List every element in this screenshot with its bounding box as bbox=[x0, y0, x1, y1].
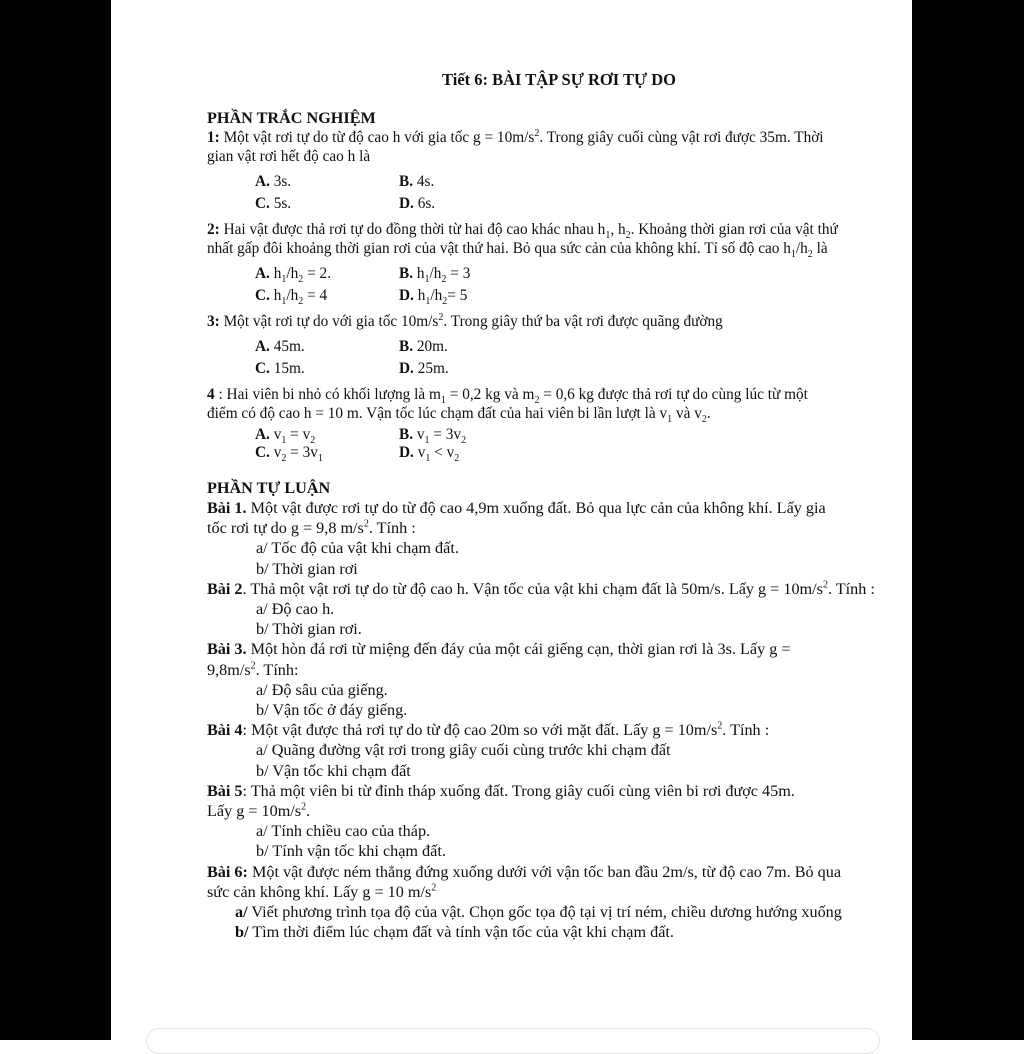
question-3 bbox=[207, 312, 907, 331]
section-essay: PHẦN TỰ LUẬN bbox=[207, 479, 331, 497]
option-c[interactable]: C. 15m. bbox=[255, 359, 305, 377]
option-b[interactable]: B. $h_1/h_2 = 3$ bbox=[399, 264, 471, 285]
exercise-2 bbox=[207, 579, 907, 599]
subscript: 1 bbox=[605, 230, 611, 242]
question-4-options bbox=[255, 425, 907, 464]
option-b[interactable]: B. $v_1 = 3v_2$ bbox=[399, 425, 467, 446]
exercise-3 bbox=[207, 639, 837, 679]
option-a[interactable]: A. 45m. bbox=[255, 337, 305, 355]
question-2 bbox=[207, 220, 847, 261]
left-dark-margin bbox=[0, 0, 111, 1040]
question-3-options bbox=[255, 335, 907, 379]
subscript: 2 bbox=[807, 249, 813, 261]
exercise-2-text-b: . Tính : bbox=[827, 579, 875, 598]
exercise-2-text: . Thả một vật rơi tự do từ độ cao h. Vận tốc của vật khi chạm đất là 50m/s. Lấy g = 10m/s bbox=[242, 579, 823, 598]
superscript: 2 bbox=[438, 311, 444, 323]
option-b[interactable]: B. 20m. bbox=[399, 337, 448, 355]
option-d[interactable]: D. 6s. bbox=[399, 194, 436, 212]
question-4-number: 4 bbox=[207, 386, 215, 403]
superscript: 2 bbox=[431, 882, 437, 894]
option-a[interactable]: A. 3s. bbox=[255, 172, 292, 190]
exercise-4-text-b: . Tính : bbox=[722, 721, 770, 740]
section-multiple-choice: PHẦN TRẮC NGHIỆM bbox=[207, 109, 376, 127]
exercise-3-text: Một hòn đá rơi từ miệng đến đáy của một cái giếng cạn, thời gian rơi là 3s. Lấy g = 9,8m/s bbox=[207, 640, 791, 679]
question-4 bbox=[207, 385, 827, 426]
exercise-6-part-a-text: Viết phương trình tọa độ của vật. Chọn gốc tọa độ tại vị trí ném, chiều dương hướng xuống bbox=[247, 903, 842, 922]
exercise-6-part-b-text: Tìm thời điểm lúc chạm đất và tính vận tốc của vật khi chạm đất. bbox=[248, 923, 674, 942]
question-2-text-e: là bbox=[812, 240, 828, 257]
option-d[interactable]: D. 25m. bbox=[399, 359, 449, 377]
superscript: 2 bbox=[822, 579, 828, 591]
question-2-text-c: . Khoảng thời gian rơi của vật thứ nhất gấp đôi khoảng thời gian rơi của vật thứ hai. Bỏ qua sức cản của không khí. Tỉ số độ cao h bbox=[207, 221, 838, 257]
exercise-3-heading: Bài 3. bbox=[207, 640, 247, 659]
exercise-6-text: Một vật được ném thẳng đứng xuống dưới với vận tốc ban đầu 2m/s, từ độ cao 7m. Bỏ qua sức cản không khí. Lấy g = 10 m/s bbox=[207, 862, 842, 901]
question-1-text: Một vật rơi tự do từ độ cao h với gia tốc g = 10m/s bbox=[219, 129, 535, 146]
exercise-3-part-a: a/ Độ sâu của giếng. bbox=[256, 680, 388, 699]
bottom-input-bar[interactable] bbox=[146, 1028, 880, 1054]
subscript: 1 bbox=[667, 414, 673, 426]
exercise-5-part-b: b/ Tính vận tốc khi chạm đất. bbox=[256, 842, 446, 861]
question-2-text-d: /h bbox=[795, 240, 808, 257]
option-c[interactable]: C. $h_1/h_2 = 4$ bbox=[255, 286, 328, 307]
exercise-3-text-b: . Tính: bbox=[255, 660, 299, 679]
option-b[interactable]: B. 4s. bbox=[399, 172, 435, 190]
question-1-text-cont: . Trong giây cuối cùng vật rơi được 35m. Thời gian vật rơi hết độ cao h là bbox=[207, 129, 824, 165]
document-page bbox=[207, 70, 907, 942]
exercise-6-part-b-label: b/ bbox=[235, 923, 249, 942]
exercise-2-heading: Bài 2 bbox=[207, 579, 243, 598]
subscript: 2 bbox=[625, 230, 631, 242]
option-c[interactable]: C. $v_2 = 3v_1$ bbox=[255, 443, 323, 464]
exercise-5 bbox=[207, 781, 817, 821]
question-1-number: 1: bbox=[207, 129, 220, 146]
exercise-4-heading: Bài 4 bbox=[207, 721, 243, 740]
option-d[interactable]: D. $h_1/h_2= 5$ bbox=[399, 286, 468, 307]
subscript: 2 bbox=[701, 414, 707, 426]
question-4-text-c: = 0,6 kg được thả rơi tự do cùng lúc từ một điểm có độ cao h = 10 m. Vận tốc lúc chạm đất của hai viên bi lần lượt là v bbox=[207, 386, 808, 422]
superscript: 2 bbox=[363, 518, 369, 530]
exercise-5-text: : Thả một viên bi từ đỉnh tháp xuống đất. Trong giây cuối cùng viên bi rơi được 45m. Lấy g = 10m/s bbox=[207, 781, 795, 821]
superscript: 2 bbox=[534, 127, 540, 139]
subscript: 1 bbox=[790, 249, 796, 261]
exercise-4-text: : Một vật được thả rơi tự do từ độ cao 20m so với mặt đất. Lấy g = 10m/s bbox=[242, 721, 718, 740]
exercise-1-text-b: . Tính : bbox=[368, 519, 416, 538]
superscript: 2 bbox=[301, 801, 307, 813]
question-4-text-d: và v bbox=[672, 405, 702, 422]
exercise-4-part-a: a/ Quãng đường vật rơi trong giây cuối cùng trước khi chạm đất bbox=[256, 741, 671, 760]
document-title: Tiết 6: BÀI TẬP SỰ RƠI TỰ DO bbox=[442, 70, 676, 89]
question-2-number: 2: bbox=[207, 221, 220, 238]
question-4-text-b: = 0,2 kg và m bbox=[445, 386, 535, 403]
question-3-text: Một vật rơi tự do với gia tốc 10m/s bbox=[219, 313, 439, 330]
option-d[interactable]: D. $v_1 < v_2$ bbox=[399, 443, 460, 464]
exercise-3-part-b: b/ Vận tốc ở đáy giếng. bbox=[256, 701, 408, 720]
question-1-options bbox=[255, 170, 907, 214]
exercise-6-heading: Bài 6: bbox=[207, 862, 248, 881]
question-4-text: : Hai viên bi nhỏ có khối lượng là m bbox=[214, 386, 441, 403]
exercise-6-part-b bbox=[207, 922, 907, 942]
exercise-6-part-a-label: a/ bbox=[235, 903, 248, 922]
question-2-text: Hai vật được thả rơi tự do đồng thời từ hai độ cao khác nhau h bbox=[219, 221, 606, 238]
exercise-1-text: Một vật được rơi tự do từ độ cao 4,9m xuống đất. Bỏ qua lực cản của không khí. Lấy gia tốc rơi tự do g = 9,8 m/s bbox=[207, 499, 826, 538]
exercise-5-part-a: a/ Tính chiều cao của tháp. bbox=[256, 822, 431, 841]
exercise-4 bbox=[207, 720, 907, 740]
superscript: 2 bbox=[717, 720, 723, 732]
question-3-number: 3: bbox=[207, 313, 220, 330]
option-c[interactable]: C. 5s. bbox=[255, 194, 292, 212]
exercise-2-part-b: b/ Thời gian rơi. bbox=[256, 620, 362, 639]
option-a[interactable]: A. $v_1 = v_2$ bbox=[255, 425, 316, 446]
exercise-5-heading: Bài 5 bbox=[207, 781, 243, 800]
exercise-1-heading: Bài 1. bbox=[207, 499, 247, 517]
essay-block bbox=[207, 498, 907, 942]
exercise-4-part-b: b/ Vận tốc khi chạm đất bbox=[256, 761, 411, 780]
right-dark-margin bbox=[912, 0, 1024, 1040]
exercise-1 bbox=[207, 498, 847, 538]
exercise-1-part-b: b/ Thời gian rơi bbox=[256, 559, 358, 578]
subscript: 1 bbox=[440, 395, 446, 407]
superscript: 2 bbox=[250, 660, 256, 672]
exercise-5-text-b: . bbox=[306, 802, 311, 821]
question-2-options bbox=[255, 262, 907, 306]
exercise-6-part-a bbox=[207, 902, 855, 922]
question-3-text-b: . Trong giây thứ ba vật rơi được quãng đường bbox=[443, 313, 723, 330]
question-2-text-b: , h bbox=[610, 221, 626, 238]
exercise-6 bbox=[207, 862, 847, 902]
question-1 bbox=[207, 128, 847, 166]
exercise-2-part-a: a/ Độ cao h. bbox=[256, 600, 335, 619]
exercise-1-part-a: a/ Tốc độ của vật khi chạm đất. bbox=[256, 539, 459, 558]
subscript: 2 bbox=[534, 395, 540, 407]
question-4-text-e: . bbox=[706, 405, 711, 422]
option-a[interactable]: A. $h_1/h_2 = 2$. bbox=[255, 264, 332, 285]
